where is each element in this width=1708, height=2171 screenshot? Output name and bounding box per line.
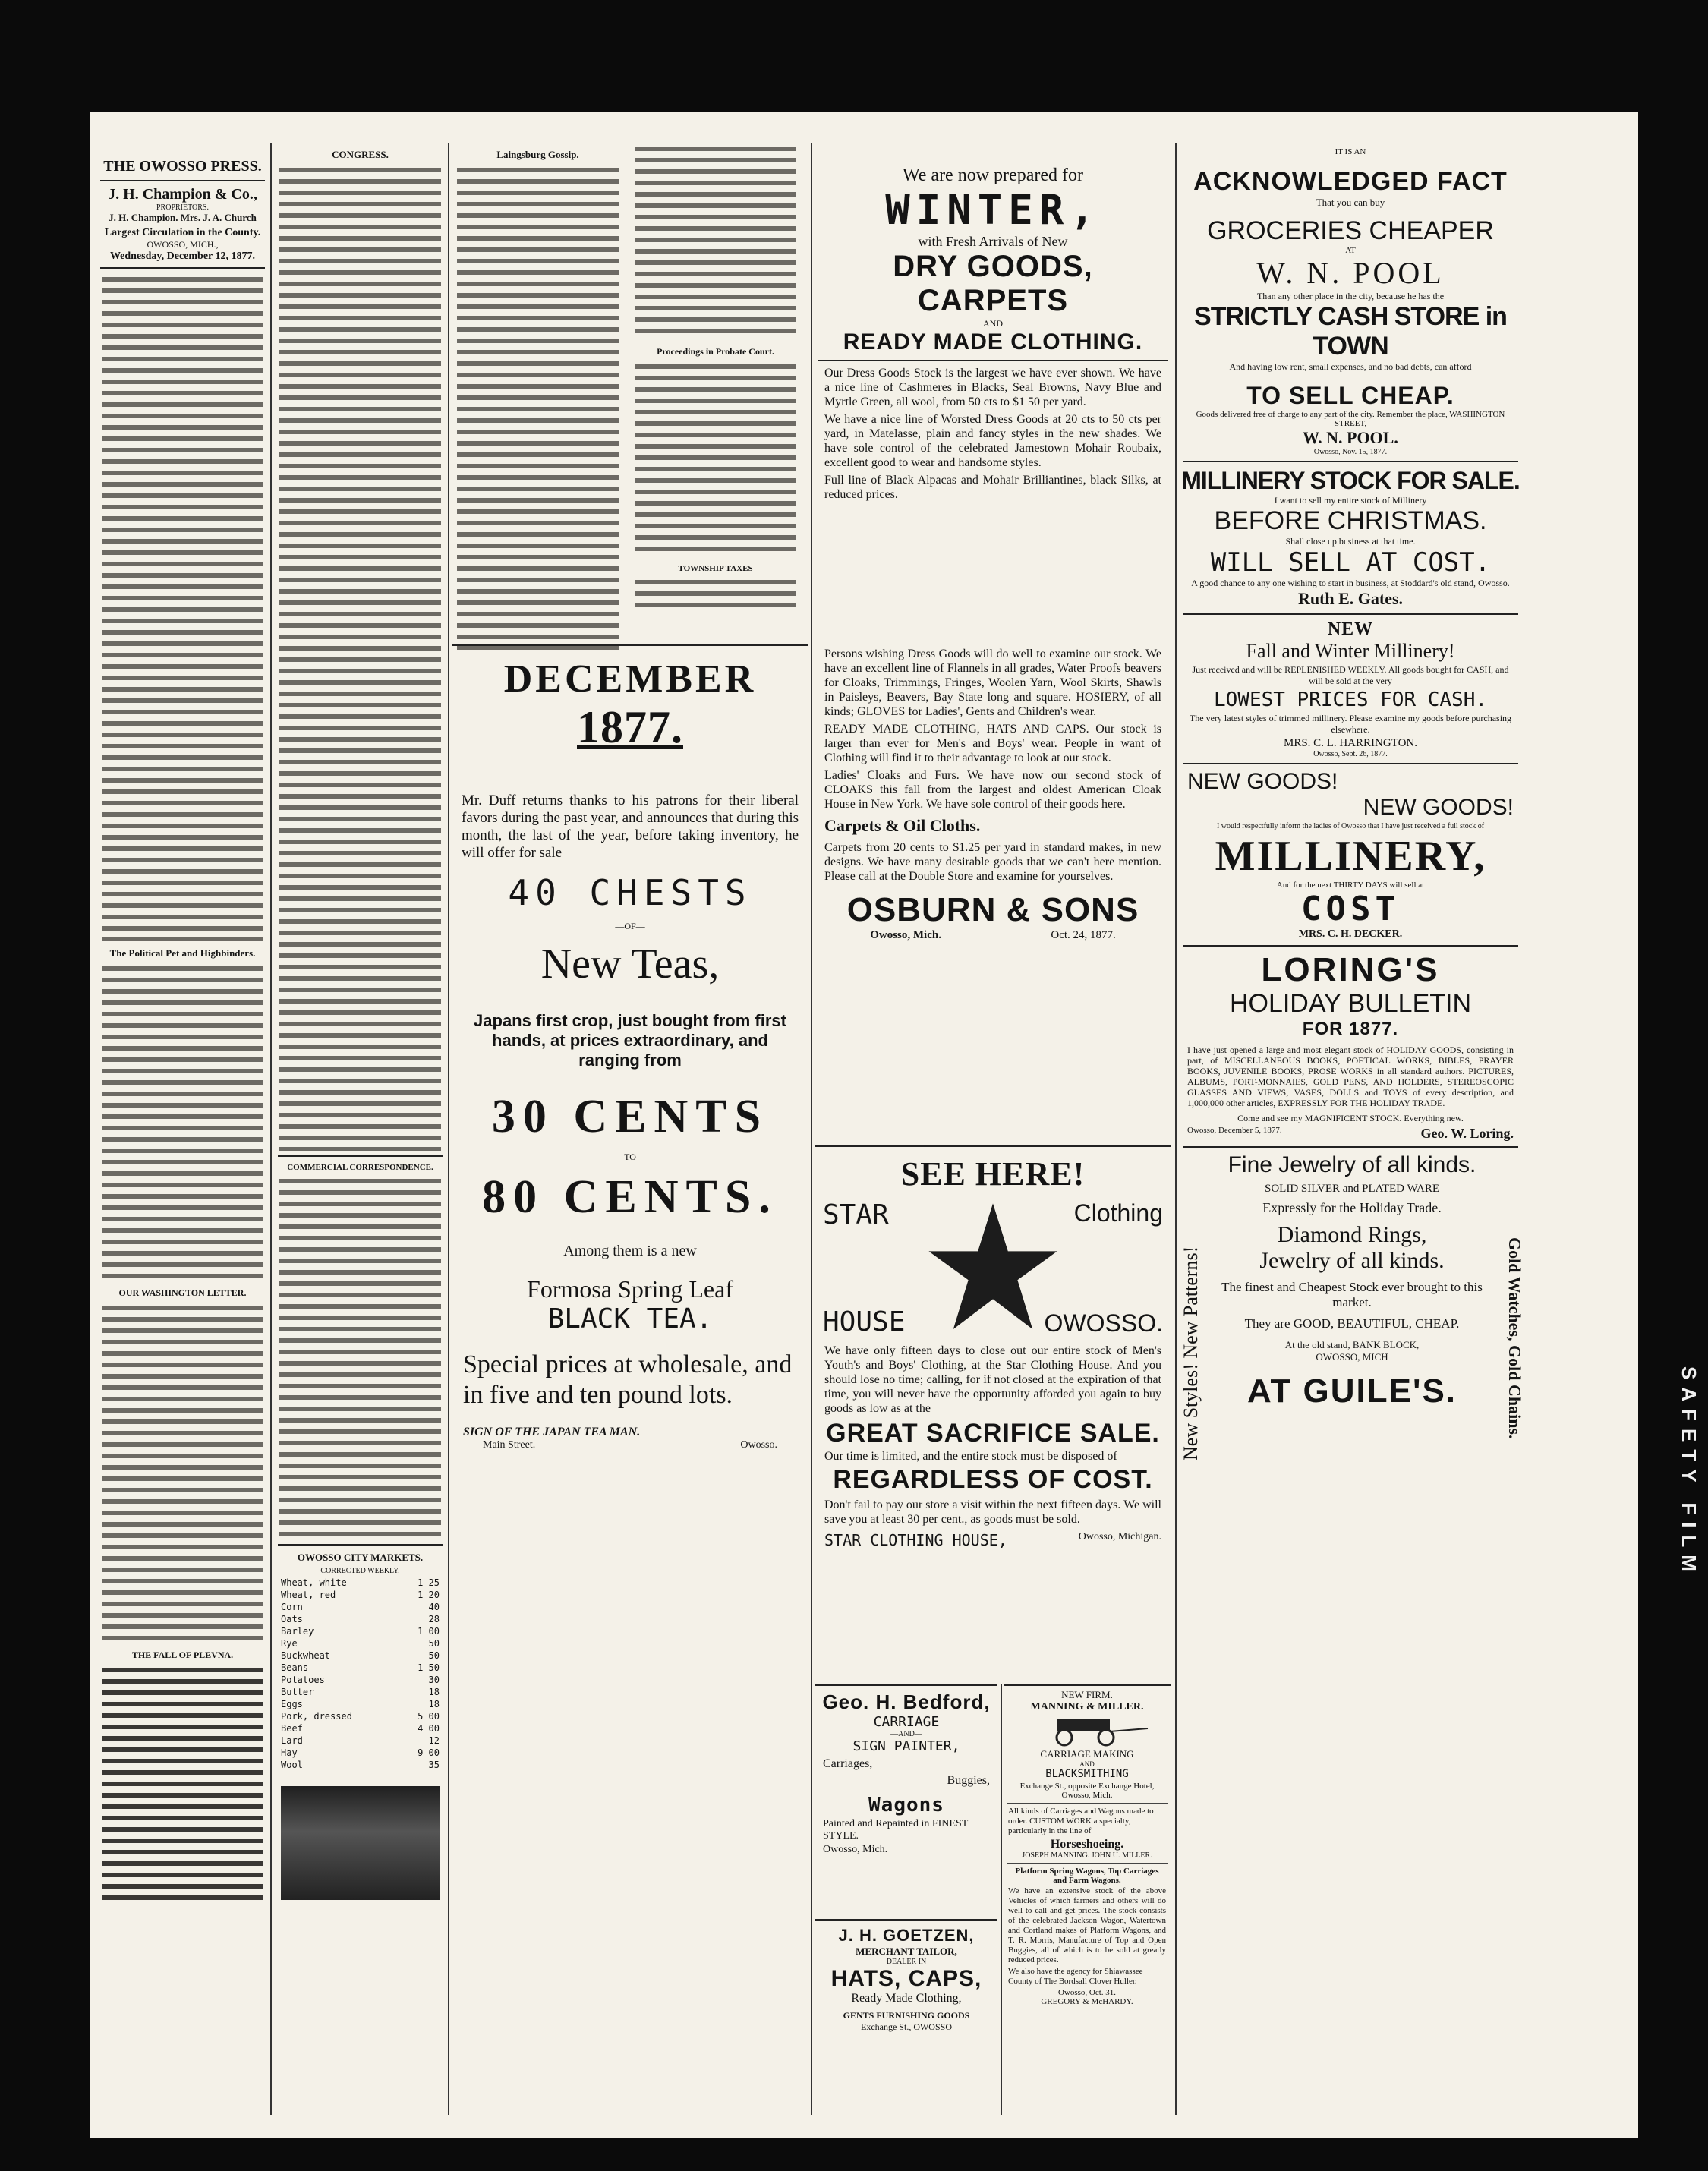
star-clothing-advertisement	[815, 1145, 1171, 1678]
ad-pool-at: —AT—	[1337, 246, 1364, 255]
ad-decker-cost: COST	[1301, 890, 1400, 928]
ad-winter: WINTER,	[885, 186, 1101, 234]
markets-subheading: CORRECTED WEEKLY.	[320, 1567, 400, 1575]
market-row	[281, 1662, 440, 1674]
ad-star-place: Owosso, Michigan.	[1078, 1531, 1161, 1542]
article-heading: Laingsburg Gossip.	[496, 149, 579, 160]
market-item: Hay	[281, 1747, 298, 1758]
market-row	[281, 1686, 440, 1698]
ad-loring-date: Owosso, December 5, 1877.	[1187, 1126, 1282, 1135]
column-2	[275, 112, 446, 2138]
ad-special: Special prices at wholesale, and in five and ten pound lots.	[463, 1350, 793, 1409]
market-item: Wool	[281, 1760, 303, 1770]
place: OWOSSO, MICH.,	[147, 239, 219, 250]
column-rule	[1175, 143, 1177, 2115]
ad-intro: Mr. Duff returns thanks to his patrons for their liberal favors during the past year, and announces that during this month, the last of the year, before taking inventory, he will offer for sale	[462, 792, 799, 861]
ad-pool-sell: TO SELL CHEAP.	[1246, 382, 1454, 409]
ad-manning-names: JOSEPH MANNING. JOHN U. MILLER.	[1022, 1851, 1152, 1860]
market-row	[281, 1577, 440, 1589]
column-4-top	[630, 112, 801, 636]
ad-decker-new2: NEW GOODS!	[1363, 795, 1514, 820]
ad-pool-goods: Goods delivered free of charge to any part of the city. Remember the place, WASHINGTON STREET,	[1196, 410, 1505, 428]
column-rule	[448, 143, 449, 2115]
article-text	[457, 164, 619, 650]
ad-regardless: REGARDLESS OF COST.	[833, 1465, 1153, 1494]
market-price: 35	[428, 1760, 440, 1770]
market-item: Lard	[281, 1735, 303, 1746]
ad-pool-name: W. N. POOL	[1256, 256, 1445, 290]
markets-heading: OWOSSO CITY MARKETS.	[297, 1552, 424, 1563]
ad-harrington-lowest: LOWEST PRICES FOR CASH.	[1213, 688, 1488, 711]
market-price: 50	[428, 1650, 440, 1661]
ad-goetzen-gents: GENTS FURNISHING GOODS	[843, 2010, 970, 2021]
market-price: 1 00	[418, 1626, 440, 1637]
ad-loring-sig: Geo. W. Loring.	[1420, 1126, 1514, 1141]
ad-harrington-fall: Fall and Winter Millinery!	[1246, 640, 1455, 662]
ad-paragraph: READY MADE CLOTHING, HATS AND CAPS. Our stock is larger than ever for Men's and Boys' wear. People in want of Clothing will find it to their advantage to look at our stock.	[824, 723, 1161, 764]
winter-advertisement-continued	[815, 644, 1171, 1145]
market-price: 4 00	[418, 1723, 440, 1734]
ad-pool-than: Than any other place in the city, because he has the	[1256, 291, 1445, 301]
ad-owosso-word: OWOSSO.	[1044, 1309, 1163, 1337]
ad-guile-expressly: Expressly for the Holiday Trade.	[1262, 1200, 1442, 1215]
ad-clothing-word: Clothing	[1073, 1199, 1163, 1227]
ad-goetzen-merchant: MERCHANT TAILOR,	[856, 1946, 957, 1957]
market-price: 1 20	[418, 1590, 440, 1600]
article-text	[102, 1664, 263, 1907]
market-row	[281, 1625, 440, 1637]
ad-line1: We are now prepared for	[903, 165, 1083, 185]
ad-decker-would: I would respectfully inform the ladies of Owosso that I have just received a full stock of	[1216, 822, 1485, 830]
ad-manning-wagons: Platform Spring Wagons, Top Carriages and Farm Wagons.	[1015, 1867, 1159, 1885]
ad-firm-name: OSBURN & SONS	[846, 891, 1139, 928]
market-price: 30	[428, 1675, 440, 1685]
ad-goetzen-dealer: DEALER IN	[886, 1958, 927, 1966]
ad-manning-black: BLACKSMITHING	[1045, 1768, 1129, 1780]
star-icon	[925, 1199, 1061, 1336]
ad-sign: SIGN OF THE JAPAN TEA MAN.	[463, 1426, 641, 1438]
ad-japans: Japans first crop, just bought from first hands, at prices extraordinary, and ranging from	[474, 1011, 786, 1070]
right-column	[1180, 112, 1524, 2138]
ad-loring-body: I have just opened a large and most elegant stock of HOLIDAY GOODS, consisting in part, of MISCELLANEOUS BOOKS, POETICAL WORKS, BIBLES, PRAYER BOOKS, JUVENILE BOOKS, PROSE WORKS in all standard authors. PICTURES, ALBUMS, PORT-MONNAIES, GOLD PENS, AND HOLDERS, STEREOSCOPIC GLASSES AND VIEWS, VASES, DOLLS and TOYS of every description, and 1,000,000 other articles, EXPRESSLY FOR THE HOLIDAY TRADE.	[1187, 1045, 1514, 1108]
market-row	[281, 1601, 440, 1613]
ad-firm-date: Oct. 24, 1877.	[1051, 929, 1116, 941]
film-edge-label: SAFETY FILM	[1678, 1366, 1700, 1579]
ad-gates-close: Shall close up business at that time.	[1285, 536, 1416, 547]
market-row	[281, 1613, 440, 1625]
market-price: 50	[428, 1638, 440, 1649]
ad-bedford-carriage: CARRIAGE	[873, 1714, 940, 1730]
ad-pool-sig: W. N. POOL.	[1303, 428, 1398, 447]
ad-among: Among them is a new	[563, 1243, 697, 1259]
market-row	[281, 1698, 440, 1710]
ad-ready-made: READY MADE CLOTHING.	[843, 329, 1143, 354]
ad-paragraph: Our Dress Goods Stock is the largest we have ever shown. We have a nice line of Cashmeres in Blacks, Seal Browns, Navy Blue and Myrtle Green, all wool, from 50 cts to $1 50 per yard.	[824, 367, 1161, 408]
ad-star-body: We have only fifteen days to close out our entire stock of Men's Youth's and Boys' Clothing, at the Star Clothing House. And you should lose no time; calling, for if not closed at the expiration of that time, you will never have the opportunity afforded you again to buy goods as low as at the	[824, 1344, 1161, 1415]
ad-gates-want: I want to sell my entire stock of Millinery	[1274, 495, 1427, 506]
ad-goetzen-name: J. H. GOETZEN,	[838, 1926, 975, 1945]
market-row	[281, 1710, 440, 1722]
ad-town: Owosso.	[740, 1439, 777, 1451]
ad-of: —OF—	[615, 921, 645, 931]
ad-pool-groc: GROCERIES CHEAPER	[1207, 216, 1494, 245]
market-item: Potatoes	[281, 1675, 325, 1685]
ad-chests: 40 CHESTS	[508, 872, 752, 913]
ad-gates-good: A good chance to any one wishing to start in business, at Stoddard's old stand, Owosso.	[1191, 578, 1510, 588]
column-rule	[270, 143, 272, 2115]
ad-goetzen-hats: HATS, CAPS,	[830, 1966, 982, 1991]
ad-guile-place: OWOSSO, MICH	[1316, 1351, 1388, 1363]
ad-bedford-and: —AND—	[890, 1730, 922, 1738]
ad-dry-goods: DRY GOODS,	[893, 250, 1093, 283]
article-text	[102, 273, 263, 941]
ad-new-teas: New Teas,	[540, 941, 720, 988]
article-text	[279, 1175, 441, 1539]
ad-bedford-wagons: Wagons	[868, 1794, 944, 1817]
ad-manning-sig: GREGORY & McHARDY.	[1041, 1997, 1133, 2006]
ad-see-here: SEE HERE!	[900, 1155, 1086, 1193]
market-item: Pork, dressed	[281, 1711, 352, 1722]
ad-guile-at: AT GUILE'S.	[1246, 1372, 1457, 1410]
market-row	[281, 1747, 440, 1759]
buggy-icon	[1011, 1715, 1163, 1747]
market-item: Barley	[281, 1626, 314, 1637]
ad-and: AND	[983, 318, 1003, 329]
ad-great-sale: GREAT SACRIFICE SALE.	[826, 1419, 1160, 1448]
ad-gates-before: BEFORE CHRISTMAS.	[1214, 506, 1487, 535]
market-price: 28	[428, 1614, 440, 1624]
market-item: Buckwheat	[281, 1650, 331, 1661]
ad-star-word: STAR	[823, 1199, 889, 1230]
ad-paragraph: Carpets from 20 cents to $1.25 per yard in standard makes, in new designs. We have many desirable goods that we can't here mention. Please call at the Double Store and examine for yourselves.	[824, 841, 1161, 883]
ad-pool-it: IT IS AN	[1335, 147, 1366, 156]
ad-pool-fact: ACKNOWLEDGED FACT	[1193, 167, 1508, 196]
market-price: 40	[428, 1602, 440, 1612]
ad-decker-new1: NEW GOODS!	[1187, 769, 1338, 794]
article-heading: OUR WASHINGTON LETTER.	[118, 1287, 247, 1298]
article-text	[635, 143, 796, 340]
ad-bedford-carriages: Carriages,	[823, 1757, 873, 1770]
article-text	[102, 1302, 263, 1643]
ad-newfirm: NEW FIRM.	[1061, 1689, 1113, 1700]
ad-guile-diamond: Diamond Rings,	[1277, 1222, 1427, 1247]
market-row	[281, 1735, 440, 1747]
ad-manning-exch: Exchange St., opposite Exchange Hotel, Owosso, Mich.	[1019, 1782, 1155, 1800]
market-row	[281, 1589, 440, 1601]
ad-to: —TO—	[615, 1152, 645, 1162]
article-text	[635, 361, 796, 558]
market-price: 18	[428, 1687, 440, 1697]
ad-year: 1877.	[577, 702, 683, 752]
market-item: Wheat, white	[281, 1577, 347, 1588]
ad-harrington-date: Owosso, Sept. 26, 1877.	[1313, 750, 1388, 758]
ad-gates-sig: Ruth E. Gates.	[1297, 589, 1404, 608]
ad-loring-for: FOR 1877.	[1302, 1019, 1399, 1039]
article-heading: COMMERCIAL CORRESPONDENCE.	[287, 1163, 433, 1172]
ad-loring-come: Come and see my MAGNIFICENT STOCK. Everything new.	[1237, 1113, 1464, 1123]
article-heading: THE FALL OF PLEVNA.	[131, 1650, 234, 1660]
ad-manning-and: AND	[1079, 1760, 1095, 1768]
owners: J. H. Champion. Mrs. J. A. Church	[109, 212, 257, 223]
bedford-advertisement	[815, 1684, 997, 1914]
ad-bedford-painted: Painted and Repainted in FINEST STYLE.	[823, 1818, 969, 1842]
market-price: 12	[428, 1735, 440, 1746]
woodcut-illustration	[281, 1786, 440, 1900]
ad-bedford-sign: SIGN PAINTER,	[852, 1738, 960, 1754]
ad-pool-date: Owosso, Nov. 15, 1877.	[1313, 448, 1388, 456]
ad-price-low: 30 CENTS	[491, 1091, 769, 1142]
article-heading: The Political Pet and Highbinders.	[109, 947, 256, 959]
market-row	[281, 1650, 440, 1662]
ad-guile-side-left: New Styles! New Patterns!	[1180, 1246, 1202, 1461]
ad-bedford-buggies: Buggies,	[947, 1774, 990, 1787]
ad-manning-name: MANNING & MILLER.	[1030, 1701, 1144, 1713]
ad-pool-that: That you can buy	[1316, 197, 1385, 208]
ad-pool-strict: STRICTLY CASH STORE in TOWN	[1194, 302, 1507, 361]
ad-harrington-sig: MRS. C. L. HARRINGTON.	[1284, 737, 1417, 749]
manning-miller-advertisement	[1004, 1684, 1171, 2134]
ad-decker-and: And for the next THIRTY DAYS will sell at	[1276, 881, 1425, 890]
ad-gates-will: WILL SELL AT COST.	[1210, 547, 1491, 578]
ad-loring-holiday: HOLIDAY BULLETIN	[1229, 989, 1472, 1018]
ad-guile-side-right: Gold Watches, Gold Chains.	[1505, 1237, 1524, 1439]
ad-harrington-latest: The very latest styles of trimmed millinery. Please examine my goods before purchasing elsewhere.	[1189, 713, 1512, 735]
paper-name: THE OWOSSO PRESS.	[103, 158, 262, 175]
ad-bedford-name: Geo. H. Bedford,	[822, 1690, 991, 1713]
ad-guile-jewelry: Jewelry of all kinds.	[1259, 1248, 1445, 1273]
market-item: Wheat, red	[281, 1590, 336, 1600]
ad-house-word: HOUSE	[823, 1306, 906, 1338]
ad-limited: Our time is limited, and the entire stock must be disposed of	[824, 1450, 1117, 1463]
ad-loring-name: LORING'S	[1261, 951, 1440, 988]
article-heading: CONGRESS.	[332, 149, 389, 160]
article-text	[279, 164, 441, 1151]
markets-table	[281, 1577, 440, 1771]
ad-guile-finest: The finest and Cheapest Stock ever brought to this market.	[1221, 1280, 1483, 1309]
market-item: Oats	[281, 1614, 303, 1624]
column-rule	[1001, 1684, 1002, 2115]
tea-advertisement	[452, 644, 808, 2134]
market-price: 9 00	[418, 1747, 440, 1758]
ad-street: Main Street.	[483, 1439, 536, 1451]
ad-price-high: 80 CENTS.	[482, 1171, 778, 1223]
ad-bedford-place: Owosso, Mich.	[823, 1844, 888, 1855]
ad-manning-agency: We also have the agency for Shiawassee County of The Bordsall Clover Huller.	[1008, 1967, 1143, 1986]
ad-manning-carriage: CARRIAGE MAKING	[1040, 1748, 1134, 1760]
ad-paragraph: Persons wishing Dress Goods will do well to examine our stock. We have an excellent line of Flannels in all grades, Water Proofs beavers for Cloaks, Trimmings, Fringes, Woolen Yarn, Wool Skirts, Shawls in Paisleys, Beavers, Bay State long and square. HOSIERY, of all kinds; GLOVES for Ladies', Gents and Children's wear.	[824, 648, 1161, 718]
ad-manning-body2: We have an extensive stock of the above Vehicles of which farmers and others will do well to call and get prices. The stock consists of the celebrated Jackson Wagon, Watertown and Cortland makes of Platform Wagons, and T. R. Morris, Manufacture of Top and Open Buggies, all of which is to be sold at greatly reduced prices.	[1008, 1886, 1166, 1965]
ad-goetzen-street: Exchange St., OWOSSO	[861, 2021, 952, 2032]
market-row	[281, 1759, 440, 1771]
market-row	[281, 1674, 440, 1686]
ad-manning-horse: Horseshoeing.	[1050, 1838, 1124, 1851]
article-text	[102, 963, 263, 1281]
ad-guile-fine: Fine Jewelry of all kinds.	[1227, 1152, 1476, 1177]
ad-pool-having: And having low rent, small expenses, and no bad debts, can afford	[1229, 361, 1472, 372]
ad-paragraph: We have a nice line of Worsted Dress Goods at 20 cts to 50 cts per yard, in Matelasse, plain and fancy styles in the new shades. We have sole control of the celebrated Jamestown Mohair Roubaix, excellent good to wear and handsome styles.	[824, 413, 1161, 469]
ad-firm-place: Owosso, Mich.	[870, 929, 941, 941]
ad-manning-date: Owosso, Oct. 31.	[1057, 1988, 1117, 1997]
market-item: Beans	[281, 1662, 309, 1673]
article-heading: TOWNSHIP TAXES	[678, 564, 753, 573]
column-1	[97, 112, 268, 2138]
proprietors-label: PROPRIETORS.	[156, 203, 209, 212]
ad-month: DECEMBER	[503, 657, 757, 701]
market-item: Butter	[281, 1687, 314, 1697]
ad-carpets-heading: Carpets & Oil Cloths.	[824, 816, 981, 835]
ad-guile-old: At the old stand, BANK BLOCK,	[1284, 1339, 1420, 1350]
ad-dont-fail: Don't fail to pay our store a visit within the next fifteen days. We will save you at least 30 per cent., as goods must be sold.	[824, 1498, 1161, 1526]
market-item: Corn	[281, 1602, 303, 1612]
newspaper-page	[90, 112, 1638, 2138]
goetzen-advertisement	[815, 1919, 997, 2134]
market-item: Beef	[281, 1723, 303, 1734]
market-price: 5 00	[418, 1711, 440, 1722]
article-text	[635, 576, 796, 607]
issue-date: Wednesday, December 12, 1877.	[109, 250, 256, 262]
ad-black-tea: BLACK TEA.	[547, 1303, 713, 1334]
market-price: 1 50	[418, 1662, 440, 1673]
ad-gates-head: MILLINERY STOCK FOR SALE.	[1181, 467, 1520, 494]
ad-line3: with Fresh Arrivals of New	[918, 234, 1068, 249]
ad-harrington-just: Just received and will be REPLENISHED WEEKLY. All goods bought for CASH, and will be sold at the very	[1192, 664, 1509, 686]
article-heading: Proceedings in Probate Court.	[657, 346, 774, 357]
ad-goetzen-ready: Ready Made Clothing,	[851, 1992, 962, 2005]
publisher: J. H. Champion & Co.,	[108, 186, 257, 203]
ad-manning-body: All kinds of Carriages and Wagons made to order. CUSTOM WORK a specialty, particularly in the line of	[1008, 1807, 1154, 1835]
ad-decker-sig: MRS. C. H. DECKER.	[1298, 928, 1403, 940]
ad-guile-solid: SOLID SILVER and PLATED WARE	[1264, 1183, 1439, 1195]
ad-paragraph: Ladies' Cloaks and Furs. We have now our second stock of CLOAKS this fall from the largest and oldest American Cloak House in New York. We have sole control of their goods here.	[824, 769, 1161, 811]
ad-paragraph: Full line of Black Alpacas and Mohair Brilliantines, black Silks, at reduced prices.	[824, 474, 1161, 501]
market-item: Eggs	[281, 1699, 303, 1709]
circulation: Largest Circulation in the County.	[104, 227, 261, 238]
ad-carpets: CARPETS	[917, 284, 1069, 317]
market-price: 1 25	[418, 1577, 440, 1588]
ad-harrington-new: NEW	[1327, 619, 1374, 639]
market-row	[281, 1722, 440, 1735]
winter-advertisement	[815, 112, 1171, 644]
column-rule	[811, 143, 812, 2115]
ad-guile-they: They are GOOD, BEAUTIFUL, CHEAP.	[1244, 1316, 1460, 1331]
market-price: 18	[428, 1699, 440, 1709]
ad-decker-millinery: MILLINERY,	[1215, 833, 1486, 880]
market-item: Rye	[281, 1638, 298, 1649]
market-row	[281, 1637, 440, 1650]
ad-formosa: Formosa Spring Leaf	[527, 1275, 733, 1303]
ad-star-sig: STAR CLOTHING HOUSE,	[824, 1531, 1007, 1549]
